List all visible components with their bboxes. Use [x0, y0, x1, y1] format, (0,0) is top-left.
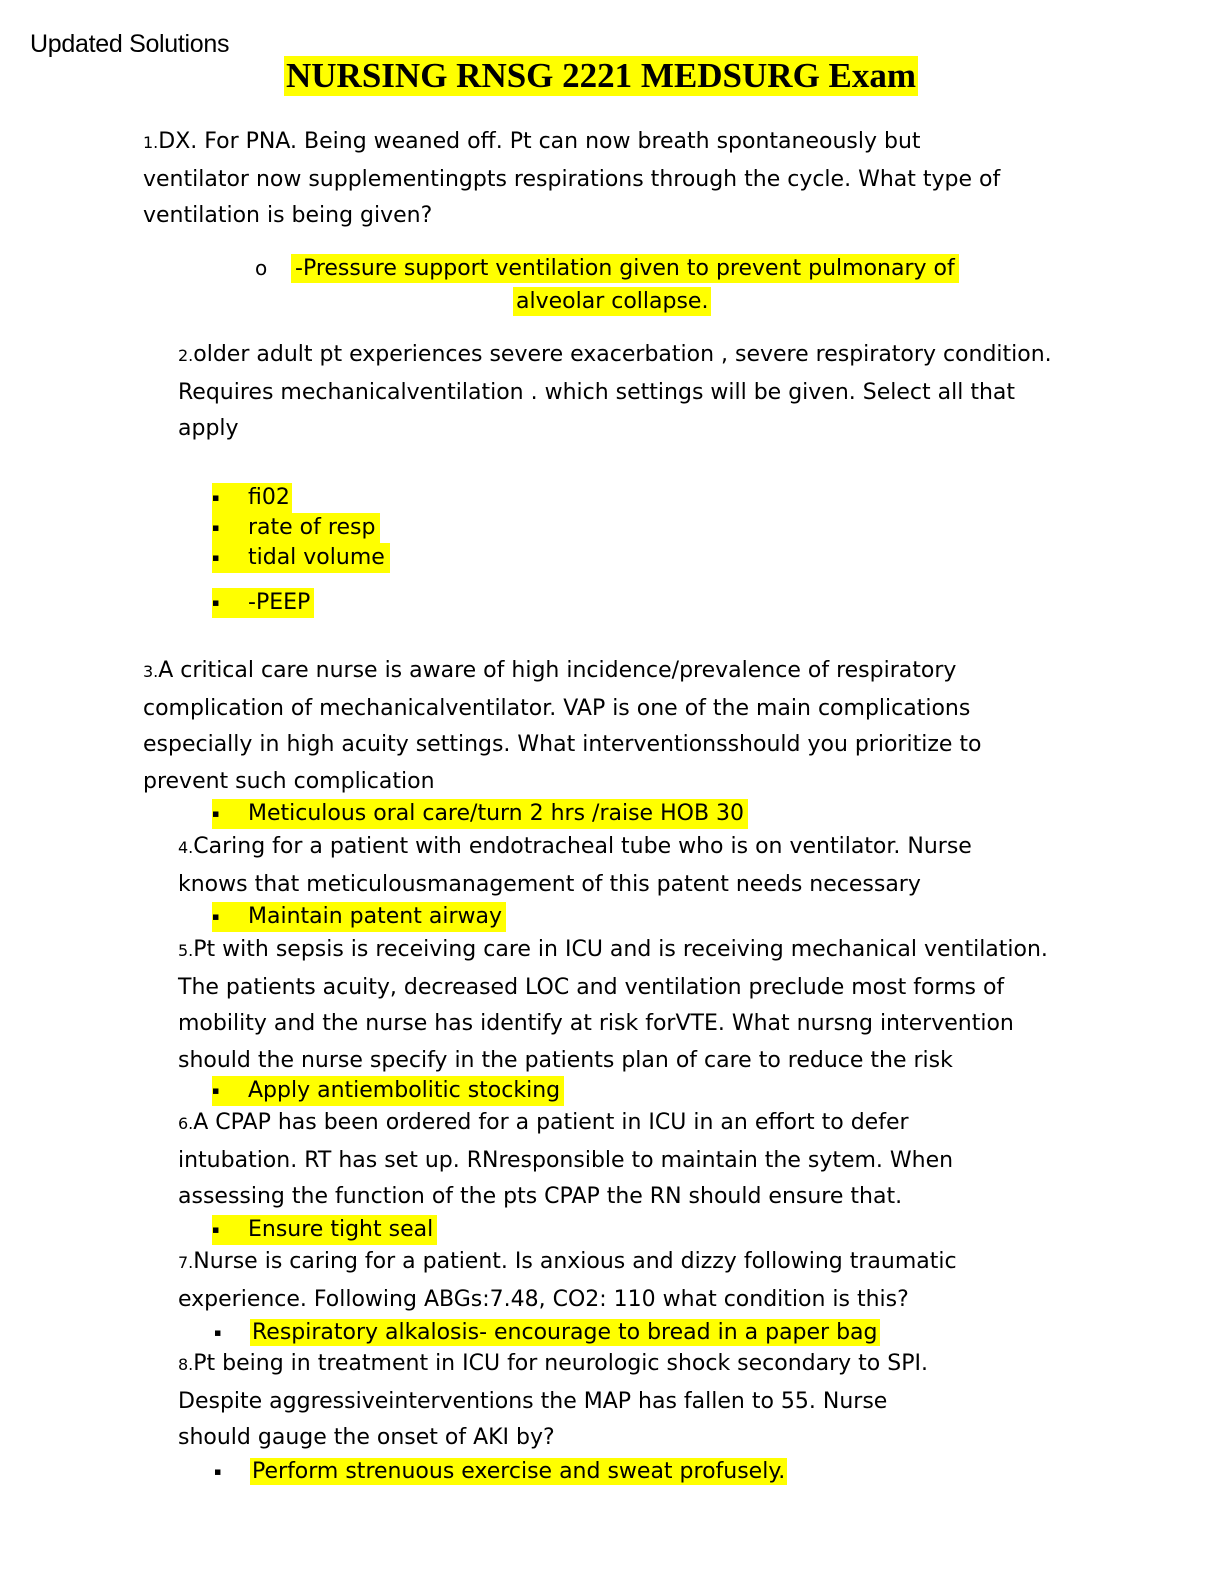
answer-8: [214, 1457, 787, 1487]
question-line: Pt being in treatment in ICU for neurologic shock secondary to SPI.: [193, 1351, 928, 1376]
question-line: ventilation is being given?: [143, 203, 433, 228]
page-title: NURSING RNSG 2221 MEDSURG Exam: [286, 56, 917, 95]
question-line: ventilator now supplementingpts respirations through the cycle. What type of: [143, 166, 1001, 192]
question-number: 1.: [143, 133, 159, 152]
bullet-icon: ▪: [212, 1223, 220, 1236]
question-number: 6.: [178, 1114, 194, 1133]
question-number: 4.: [178, 838, 194, 857]
question-line: A CPAP has been ordered for a patient in ICU in an effort to defer: [193, 1110, 909, 1135]
answer-3: [212, 799, 748, 829]
question-number: 5.: [178, 941, 194, 960]
question-line: Nurse is caring for a patient. Is anxious and dizzy following traumatic: [193, 1249, 957, 1274]
answer-text: Perform strenuous exercise and sweat profusely.: [252, 1459, 786, 1484]
answer-text: Meticulous oral care/turn 2 hrs /raise HOB 30: [248, 801, 745, 826]
answer-5: [212, 1076, 564, 1106]
bullet-icon: ▪: [214, 1326, 222, 1339]
answer-7: [214, 1318, 880, 1348]
question-line: The patients acuity, decreased LOC and ventilation preclude most forms of: [178, 974, 1005, 1000]
question-line: Pt with sepsis is receiving care in ICU and is receiving mechanical ventilation.: [193, 937, 1048, 962]
answer-6: [212, 1215, 437, 1245]
circle-bullet-icon: o: [255, 256, 268, 280]
question-2: [178, 337, 1052, 448]
bullet-icon: ▪: [212, 551, 220, 564]
question-line: DX. For PNA. Being weaned off. Pt can now breath spontaneously but: [158, 129, 921, 154]
answer-text: Ensure tight seal: [248, 1217, 434, 1242]
question-5: [178, 932, 1048, 1079]
answer-text: fi02: [248, 485, 290, 510]
bullet-icon: ▪: [212, 491, 220, 504]
question-number: 3.: [143, 662, 159, 681]
question-line: apply: [178, 416, 239, 441]
answer-2-item: [212, 513, 380, 543]
question-number: 2.: [178, 346, 194, 365]
answer-1: [255, 253, 959, 284]
question-line: A critical care nurse is aware of high incidence/prevalence of respiratory: [158, 658, 957, 683]
question-6: [178, 1105, 953, 1216]
question-line: complication of mechanicalventilator. VAP is one of the main complications: [143, 695, 971, 721]
question-4: [178, 829, 972, 903]
question-line: knows that meticulousmanagement of this patent needs necessary: [178, 871, 921, 897]
answer-text: Respiratory alkalosis- encourage to bread in a paper bag: [252, 1320, 878, 1345]
question-line: experience. Following ABGs:7.48, CO2: 110 what condition is this?: [178, 1286, 909, 1312]
question-1: [143, 124, 1000, 235]
question-3: [143, 653, 982, 800]
question-line: should the nurse specify in the patients plan of care to reduce the risk: [178, 1047, 953, 1073]
question-line: Despite aggressiveinterventions the MAP has fallen to 55. Nurse: [178, 1388, 888, 1414]
question-line: assessing the function of the pts CPAP the RN should ensure that.: [178, 1184, 903, 1209]
answer-text: -Pressure support ventilation given to prevent pulmonary of: [291, 254, 959, 283]
answer-text: tidal volume: [248, 545, 385, 570]
bullet-icon: ▪: [212, 1084, 220, 1097]
answer-text: Maintain patent airway: [248, 904, 502, 929]
corner-label: Updated Solutions: [30, 30, 230, 58]
answer-2-item: [212, 543, 390, 573]
question-line: older adult pt experiences severe exacerbation , severe respiratory condition.: [193, 342, 1052, 367]
question-7: [178, 1244, 957, 1318]
bullet-icon: ▪: [212, 807, 220, 820]
bullet-icon: ▪: [212, 910, 220, 923]
answer-text: -PEEP: [248, 590, 311, 615]
answer-2-item: [212, 483, 292, 513]
bullet-icon: ▪: [212, 596, 220, 609]
answer-1-cont: [513, 287, 711, 317]
answer-4: [212, 902, 506, 932]
bullet-icon: ▪: [214, 1465, 222, 1478]
question-line: prevent such complication: [143, 768, 435, 794]
question-number: 7.: [178, 1253, 194, 1272]
answer-text: alveolar collapse.: [513, 287, 711, 316]
question-number: 8.: [178, 1355, 194, 1374]
bullet-icon: ▪: [212, 521, 220, 534]
answer-text: Apply antiembolitic stocking: [248, 1078, 561, 1103]
question-line: especially in high acuity settings. What interventionsshould you prioritize to: [143, 732, 982, 757]
question-line: should gauge the onset of AKI by?: [178, 1425, 555, 1450]
question-line: mobility and the nurse has identify at risk forVTE. What nursng intervention: [178, 1011, 1014, 1036]
question-line: intubation. RT has set up. RNresponsible to maintain the sytem. When: [178, 1147, 954, 1173]
answer-2-item: [212, 588, 314, 618]
question-line: Caring for a patient with endotracheal tube who is on ventilator. Nurse: [193, 834, 972, 859]
answer-text: rate of resp: [248, 515, 376, 540]
question-line: Requires mechanicalventilation . which settings will be given. Select all that: [178, 379, 1016, 405]
question-8: [178, 1346, 928, 1457]
